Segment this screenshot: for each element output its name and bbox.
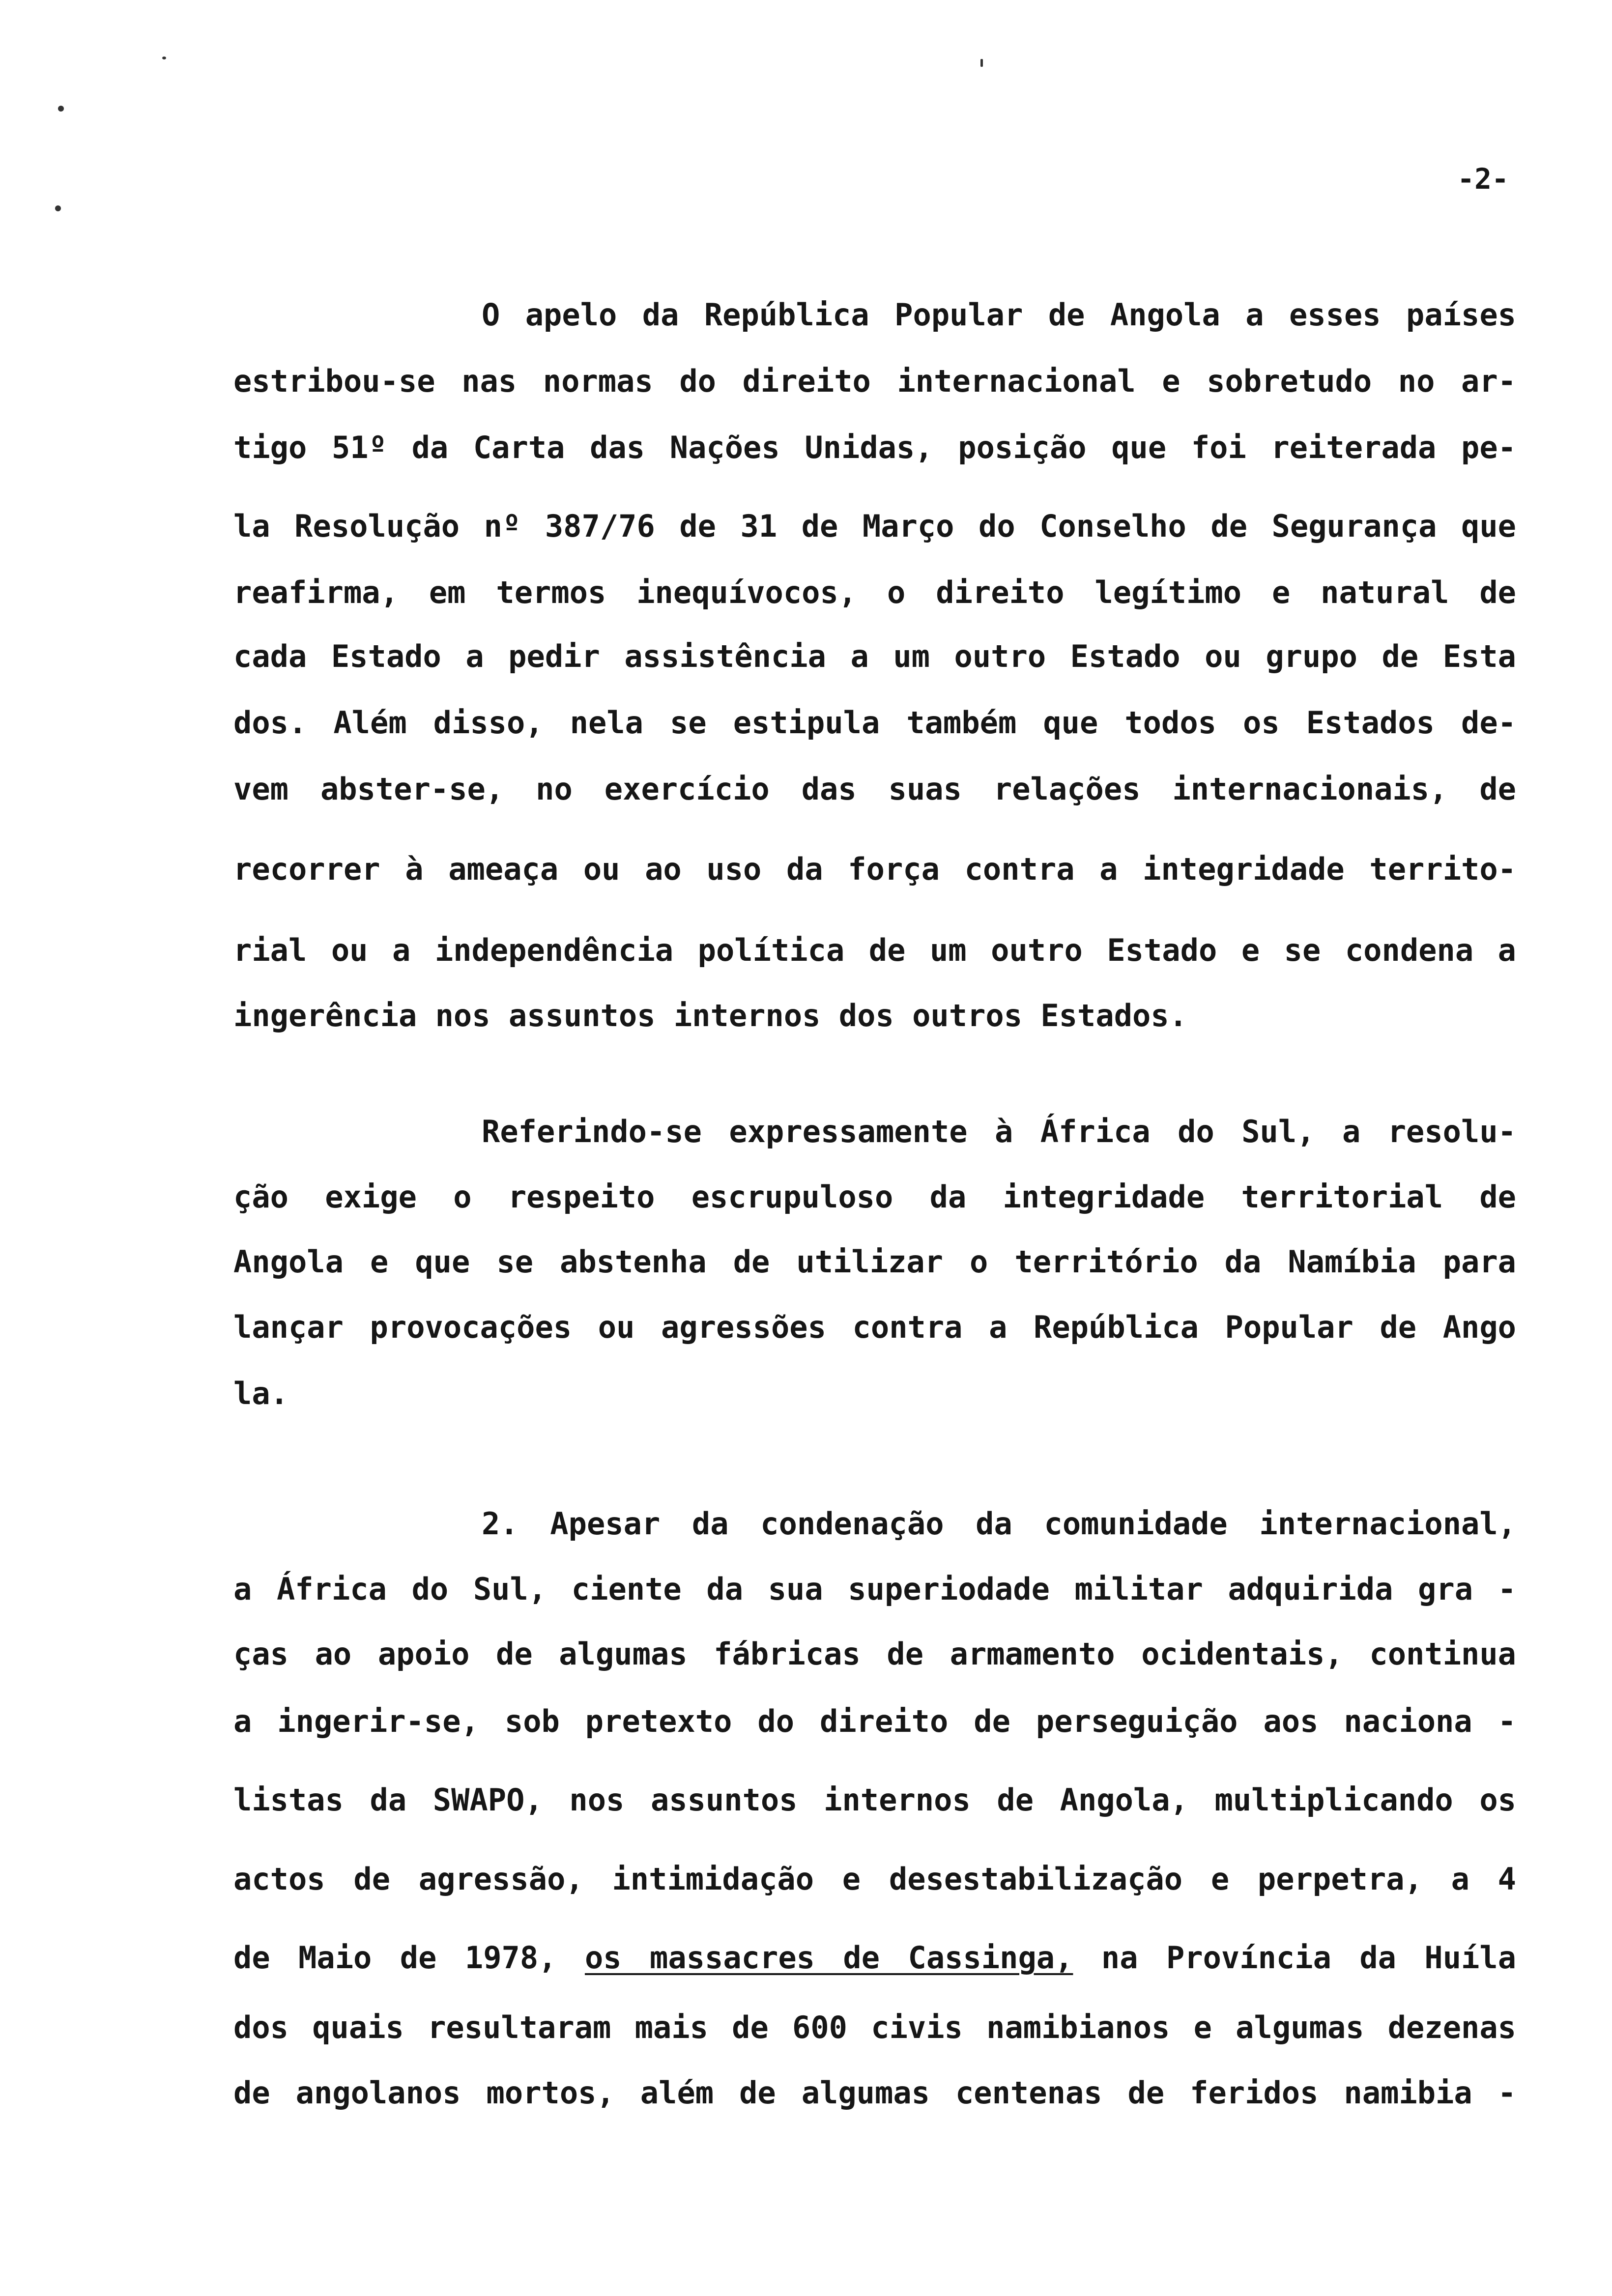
text-line: estribou-se nas normas do direito internacional e sobretudo no ar- <box>233 363 1516 399</box>
scan-speck <box>162 57 166 59</box>
text-line-mixed <box>233 1940 1517 1976</box>
text-line: listas da SWAPO, nos assuntos internos de Angola, multiplicando os <box>233 1782 1516 1818</box>
text-line: ças ao apoio de algumas fábricas de armamento ocidentais, continua <box>233 1636 1516 1672</box>
text-line: rial ou a independência política de um outro Estado e se condena a <box>233 932 1516 968</box>
text-segment: na Província da Huíla <box>1101 1940 1517 1976</box>
text-line: la Resolução nº 387/76 de 31 de Março do Conselho de Segurança que <box>233 508 1516 544</box>
text-line: Referindo-se expressamente à África do Sul, a resolu- <box>482 1114 1516 1149</box>
text-line: a ingerir-se, sob pretexto do direito de perseguição aos naciona - <box>233 1703 1516 1739</box>
text-line: ingerência nos assuntos internos dos outros Estados. <box>233 998 1188 1033</box>
text-line: Angola e que se abstenha de utilizar o território da Namíbia para <box>233 1244 1516 1280</box>
underlined-phrase: os massacres de Cassinga, <box>584 1940 1073 1976</box>
text-line: cada Estado a pedir assistência a um outro Estado ou grupo de Esta <box>233 638 1516 674</box>
text-line: ção exige o respeito escrupuloso da integridade territorial de <box>233 1179 1516 1215</box>
text-line: lançar provocações ou agressões contra a República Popular de Ango <box>233 1309 1516 1345</box>
text-segment: de Maio de 1978, <box>233 1940 557 1976</box>
text-line: dos quais resultaram mais de 600 civis namibianos e algumas dezenas <box>233 2009 1516 2045</box>
scan-speck <box>55 205 61 211</box>
text-line: O apelo da República Popular de Angola a esses países <box>482 297 1516 333</box>
page-number: -2- <box>1457 162 1509 196</box>
scan-speck <box>980 59 983 67</box>
scan-speck <box>58 106 64 112</box>
text-line: tigo 51º da Carta das Nações Unidas, posição que foi reiterada pe- <box>233 430 1516 465</box>
text-line: a África do Sul, ciente da sua superiodade militar adquirida gra - <box>233 1571 1516 1607</box>
text-line: reafirma, em termos inequívocos, o direito legítimo e natural de <box>233 574 1516 610</box>
text-line: 2. Apesar da condenação da comunidade internacional, <box>482 1506 1516 1542</box>
text-line: actos de agressão, intimidação e desestabilização e perpetra, a 4 <box>233 1861 1516 1897</box>
text-line: dos. Além disso, nela se estipula também que todos os Estados de- <box>233 705 1516 741</box>
text-line: la. <box>233 1376 288 1411</box>
text-line: vem abster-se, no exercício das suas relações internacionais, de <box>233 771 1516 807</box>
text-line: de angolanos mortos, além de algumas centenas de feridos namibia - <box>233 2075 1516 2111</box>
text-line: recorrer à ameaça ou ao uso da força contra a integridade territo- <box>233 851 1516 887</box>
